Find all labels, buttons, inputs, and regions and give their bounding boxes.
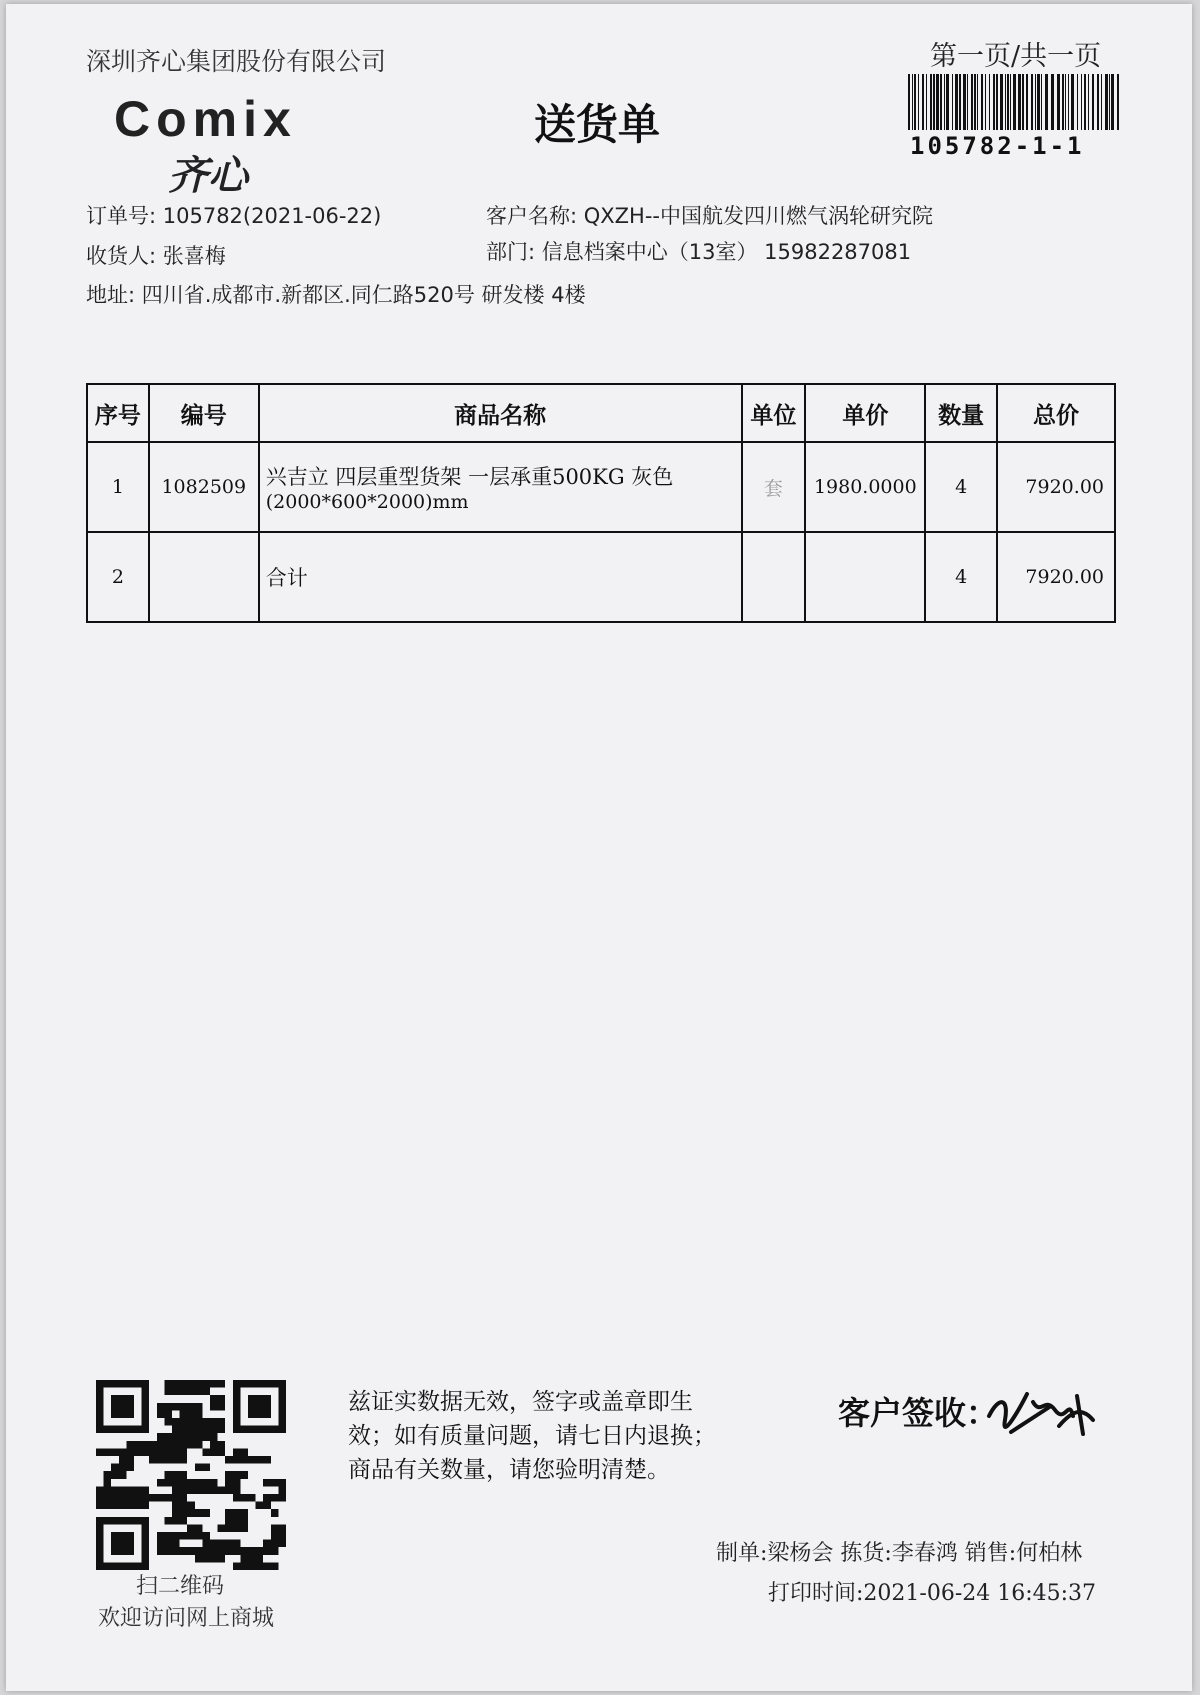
staff-info: 制单:梁杨会 拣货:李春鸿 销售:何柏林 <box>716 1541 1083 1566</box>
subtotal-label: 合计 <box>265 566 308 590</box>
header-seq: 序号 <box>87 384 149 442</box>
handwritten-signature <box>981 1376 1101 1446</box>
address: 地址: 四川省.成都市.新都区.同仁路520号 研发楼 4楼 <box>86 283 586 307</box>
notice-text <box>348 1385 716 1487</box>
barcode <box>906 74 1121 130</box>
product-name: 兴吉立 四层重型货架 一层承重500KG 灰色 <box>265 465 674 489</box>
qr-caption-mall: 欢迎访问网上商城 <box>98 1606 275 1631</box>
cell-price: 1980.0000 <box>805 442 925 532</box>
document-title: 送货单 <box>534 100 661 149</box>
items-table <box>86 383 1116 623</box>
cell-name <box>259 532 742 622</box>
qr-caption: 扫二维码 <box>136 1574 225 1599</box>
header-total: 总价 <box>997 384 1115 442</box>
cell-code: 1082509 <box>149 442 259 532</box>
cell-unit <box>742 532 806 622</box>
barcode-number: 105782-1-1 <box>910 132 1085 160</box>
cell-name <box>259 442 742 532</box>
cell-qty: 4 <box>925 442 997 532</box>
header-qty: 数量 <box>925 384 997 442</box>
customer-name: 客户名称: QXZH--中国航发四川燃气涡轮研究院 <box>486 204 933 228</box>
cell-seq: 2 <box>87 532 149 622</box>
cell-price <box>805 532 925 622</box>
customer-sign-label: 客户签收： <box>838 1394 999 1432</box>
table-row <box>87 532 1115 622</box>
table-header-row <box>87 384 1115 442</box>
print-time: 打印时间:2021-06-24 16:45:37 <box>768 1581 1097 1606</box>
header-code: 编号 <box>149 384 259 442</box>
header-name: 商品名称 <box>259 384 742 442</box>
page-indicator: 第一页/共一页 <box>930 41 1102 72</box>
product-spec: (2000*600*2000)mm <box>265 491 469 513</box>
cell-total: 7920.00 <box>997 442 1115 532</box>
table-row <box>87 442 1115 532</box>
receiver: 收货人: 张喜梅 <box>86 244 226 268</box>
header-price: 单价 <box>805 384 925 442</box>
cell-seq: 1 <box>87 442 149 532</box>
company-name: 深圳齐心集团股份有限公司 <box>86 47 387 76</box>
qr-code <box>96 1380 286 1570</box>
logo-qixin: 齐心 <box>168 153 248 199</box>
logo-comix: Comix <box>114 91 297 147</box>
delivery-note <box>6 4 1192 1691</box>
notice-line: 兹证实数据无效，签字或盖章即生 <box>348 1389 693 1415</box>
notice-line: 效；如有质量问题，请七日内退换； <box>348 1423 716 1449</box>
cell-total: 7920.00 <box>997 532 1115 622</box>
order-number: 订单号: 105782(2021-06-22) <box>86 204 382 228</box>
department: 部门: 信息档案中心（13室） 15982287081 <box>486 240 912 264</box>
header-unit: 单位 <box>742 384 806 442</box>
cell-unit: 套 <box>742 442 806 532</box>
notice-line: 商品有关数量，请您验明清楚。 <box>348 1457 670 1483</box>
cell-code <box>149 532 259 622</box>
cell-qty: 4 <box>925 532 997 622</box>
